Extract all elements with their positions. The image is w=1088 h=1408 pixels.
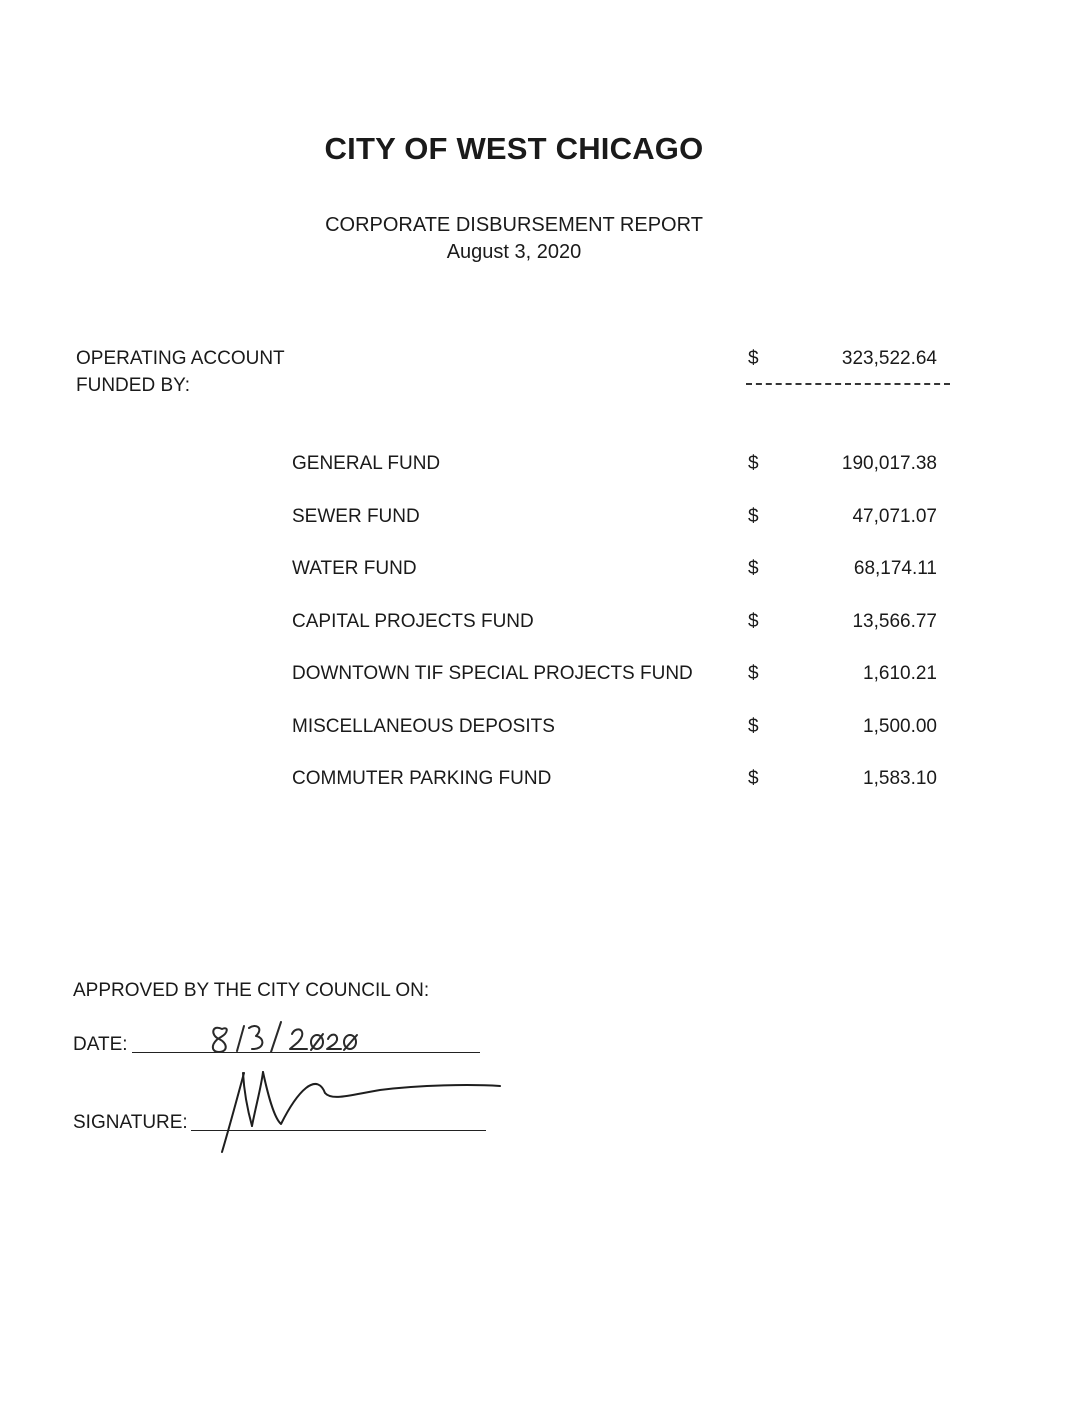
fund-amount: 1,610.21 xyxy=(863,663,937,684)
signature-label: SIGNATURE: xyxy=(73,1112,188,1133)
fund-name: MISCELLANEOUS DEPOSITS xyxy=(292,715,555,737)
fund-currency: $ xyxy=(748,663,759,684)
fund-amount: 47,071.07 xyxy=(852,505,937,527)
fund-name: SEWER FUND xyxy=(292,505,420,527)
approval-heading: APPROVED BY THE CITY COUNCIL ON: xyxy=(73,980,430,1001)
fund-currency: $ xyxy=(748,768,759,789)
fund-name: CAPITAL PROJECTS FUND xyxy=(292,610,534,632)
fund-amount: 190,017.38 xyxy=(841,453,937,474)
funded-by-label: FUNDED BY: xyxy=(76,375,191,396)
fund-name: DOWNTOWN TIF SPECIAL PROJECTS FUND xyxy=(292,663,693,684)
fund-amount: 1,500.00 xyxy=(863,715,937,737)
operating-account-label: OPERATING ACCOUNT xyxy=(76,348,285,369)
fund-name: WATER FUND xyxy=(292,558,417,579)
fund-name: COMMUTER PARKING FUND xyxy=(292,768,552,789)
fund-currency: $ xyxy=(748,610,759,632)
fund-amount: 68,174.11 xyxy=(853,558,937,579)
report-date: August 3, 2020 xyxy=(446,241,582,263)
report-name: CORPORATE DISBURSEMENT REPORT xyxy=(325,214,703,236)
fund-currency: $ xyxy=(748,715,759,737)
fund-name: GENERAL FUND xyxy=(292,453,441,474)
operating-total: 323,522.64 xyxy=(841,348,937,369)
page-title: CITY OF WEST CHICAGO xyxy=(324,131,704,166)
operating-currency: $ xyxy=(748,348,759,369)
fund-amount: 1,583.10 xyxy=(863,768,937,789)
date-label: DATE: xyxy=(73,1034,128,1055)
fund-currency: $ xyxy=(748,558,759,579)
fund-amount: 13,566.77 xyxy=(852,610,937,632)
fund-currency: $ xyxy=(748,453,759,474)
fund-currency: $ xyxy=(748,505,759,527)
